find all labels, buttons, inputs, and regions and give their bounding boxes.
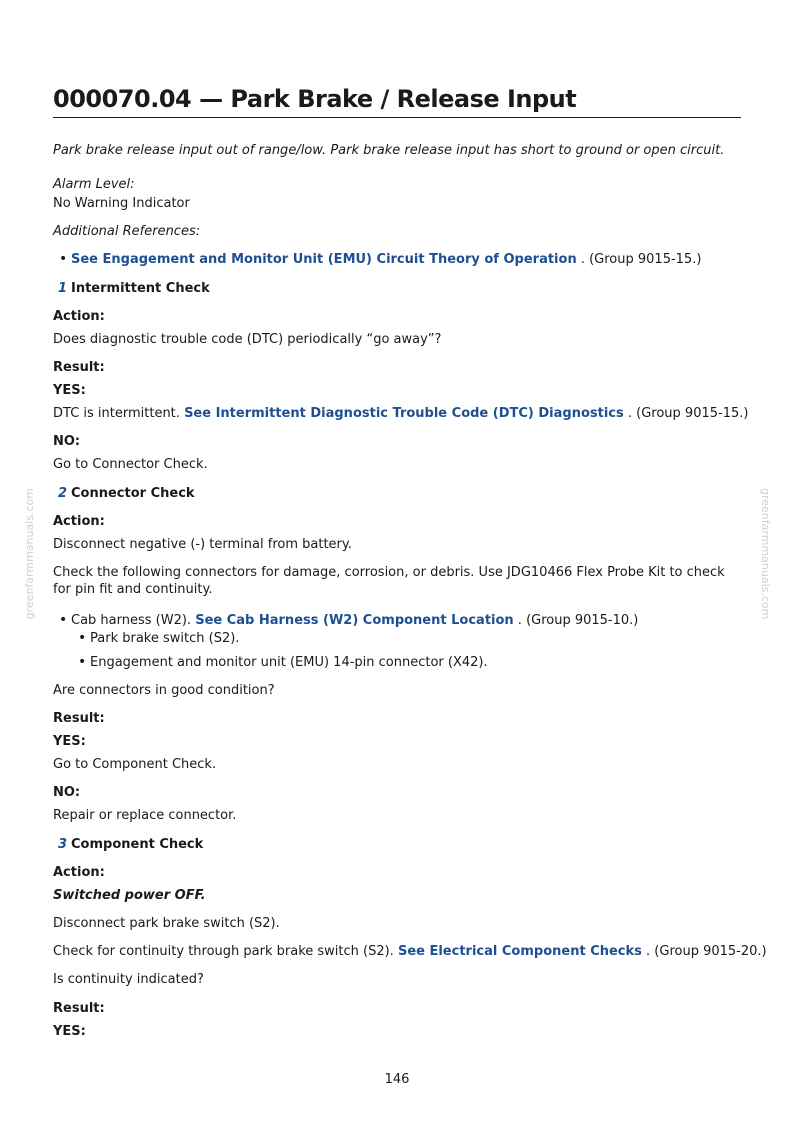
additional-refs-label: Additional References:	[53, 224, 201, 239]
watermark-right: greenfarmmanuals.com	[759, 488, 772, 620]
yes-text	[53, 405, 748, 422]
yes-text-body: DTC is intermittent.	[53, 406, 185, 421]
step-title: Intermittent Check	[71, 281, 210, 296]
description: Park brake release input out of range/low. Park brake release input has short to ground or open circuit.	[53, 143, 725, 158]
sub-bullet-item: • Engagement and monitor unit (EMU) 14-pin connector (X42).	[90, 654, 488, 671]
step-1-heading	[53, 280, 210, 297]
no-label: NO:	[53, 434, 81, 449]
bullet-item	[71, 612, 638, 629]
alarm-level-value: No Warning Indicator	[53, 196, 190, 211]
step-number: 3	[57, 837, 67, 852]
intermittent-dtc-link[interactable]: See Intermittent Diagnostic Trouble Code (DTC) Diagnostics	[184, 406, 624, 421]
step-2-heading	[53, 485, 195, 502]
question-text: Are connectors in good condition?	[53, 683, 275, 698]
step-number: 2	[57, 486, 67, 501]
action-label: Action:	[53, 514, 105, 529]
action-text: Does diagnostic trouble code (DTC) periodically “go away”?	[53, 332, 442, 347]
emu-theory-link[interactable]: See Engagement and Monitor Unit (EMU) Circuit Theory of Operation	[71, 252, 577, 267]
no-text: Go to Connector Check.	[53, 457, 208, 472]
electrical-checks-link[interactable]: See Electrical Component Checks	[397, 944, 642, 959]
no-text: Repair or replace connector.	[53, 808, 237, 823]
step-title: Component Check	[71, 837, 204, 852]
step-number: 1	[57, 281, 67, 296]
yes-label: YES:	[53, 734, 86, 749]
alarm-level-label: Alarm Level:	[53, 177, 135, 192]
page-number: 146	[384, 1072, 410, 1087]
power-off-note: Switched power OFF.	[53, 888, 206, 903]
action-text-2	[53, 943, 767, 960]
additional-ref-item	[71, 251, 701, 268]
question-text: Is continuity indicated?	[53, 972, 204, 987]
group-ref: . (Group 9015-15.)	[623, 406, 749, 421]
action-text-2: Check the following connectors for damage, corrosion, or debris. Use JDG10466 Flex Probe Kit to check for pin fit and continuity.	[53, 565, 725, 597]
action-label: Action:	[53, 309, 105, 324]
group-ref: . (Group 9015-10.)	[513, 613, 639, 628]
result-label: Result:	[53, 711, 105, 726]
sub-bullet-item: • Park brake switch (S2).	[90, 630, 239, 647]
group-ref: . (Group 9015-15.)	[576, 252, 702, 267]
action-text-body: Check for continuity through park brake switch (S2).	[53, 944, 398, 959]
result-label: Result:	[53, 1001, 105, 1016]
action-text-1: Disconnect park brake switch (S2).	[53, 916, 280, 931]
yes-text: Go to Component Check.	[53, 757, 217, 772]
step-3-heading	[53, 836, 203, 853]
bullet-text: Cab harness (W2).	[71, 613, 196, 628]
result-label: Result:	[53, 360, 105, 375]
action-label: Action:	[53, 865, 105, 880]
page-title: 000070.04 — Park Brake / Release Input	[53, 85, 741, 118]
no-label: NO:	[53, 785, 81, 800]
cab-harness-link[interactable]: See Cab Harness (W2) Component Location	[195, 613, 514, 628]
watermark-left: greenfarmmanuals.com	[23, 488, 36, 620]
yes-label: YES:	[53, 1024, 86, 1039]
yes-label: YES:	[53, 383, 86, 398]
group-ref: . (Group 9015-20.)	[641, 944, 767, 959]
step-title: Connector Check	[71, 486, 195, 501]
action-text-1: Disconnect negative (-) terminal from battery.	[53, 537, 352, 552]
